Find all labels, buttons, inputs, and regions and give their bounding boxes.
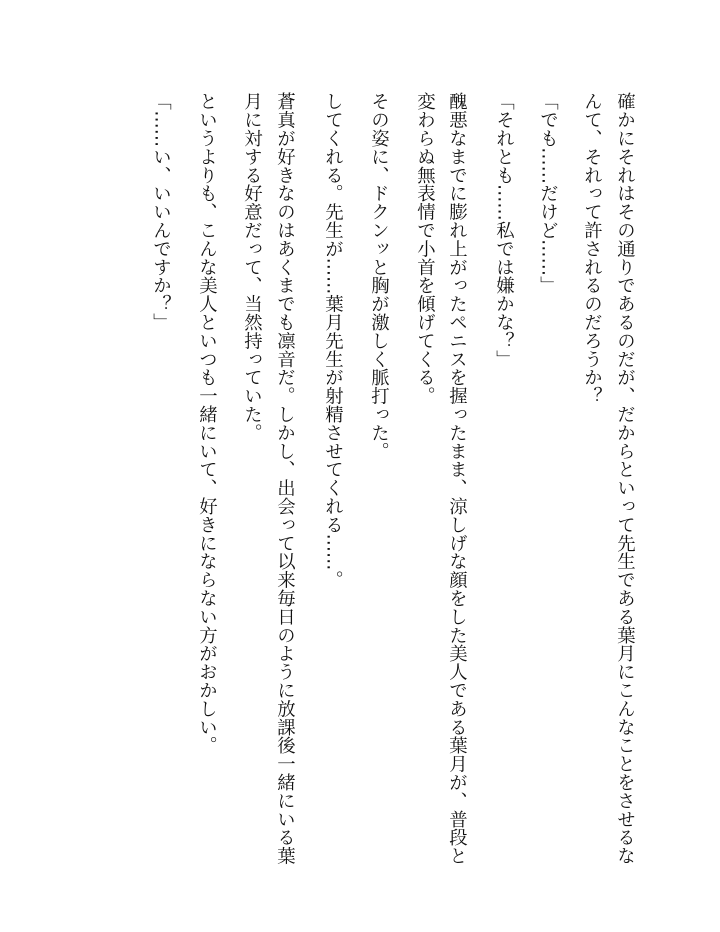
- text-line-12: 「……い、いいんですか？」: [150, 92, 172, 332]
- text-line-6: 変わらぬ無表情で小首を傾げてくる。: [414, 92, 436, 405]
- text-line-3: 「でも……だけど……」: [537, 92, 559, 295]
- text-line-8: してくれる。先生が……葉月先生が射精させてくれる……。: [322, 92, 344, 589]
- text-line-4: 「それとも……私では嫌かな？」: [493, 92, 515, 368]
- text-line-5: 醜悪なまでに膨れ上がったペニスを握ったまま、涼しげな顔をした美人である葉月が、普段と: [446, 92, 468, 865]
- text-line-7: その姿に、ドクンッと胸が激しく脈打った。: [368, 92, 390, 460]
- text-line-1: 確かにそれはその通りであるのだが、だからといって先生である葉月にこんなことをさせるな: [614, 92, 636, 865]
- text-line-10: 月に対する好意だって、当然持っていた。: [241, 92, 263, 442]
- text-line-11: というよりも、こんな美人といつも一緒にいて、好きにならない方がおかしい。: [196, 92, 218, 755]
- text-line-9: 蒼真が好きなのはあくまでも凛音だ。しかし、出会って以来毎日のように放課後一緒にいる葉: [274, 92, 296, 865]
- text-line-2: んて、それって許されるのだろうか？: [581, 92, 603, 405]
